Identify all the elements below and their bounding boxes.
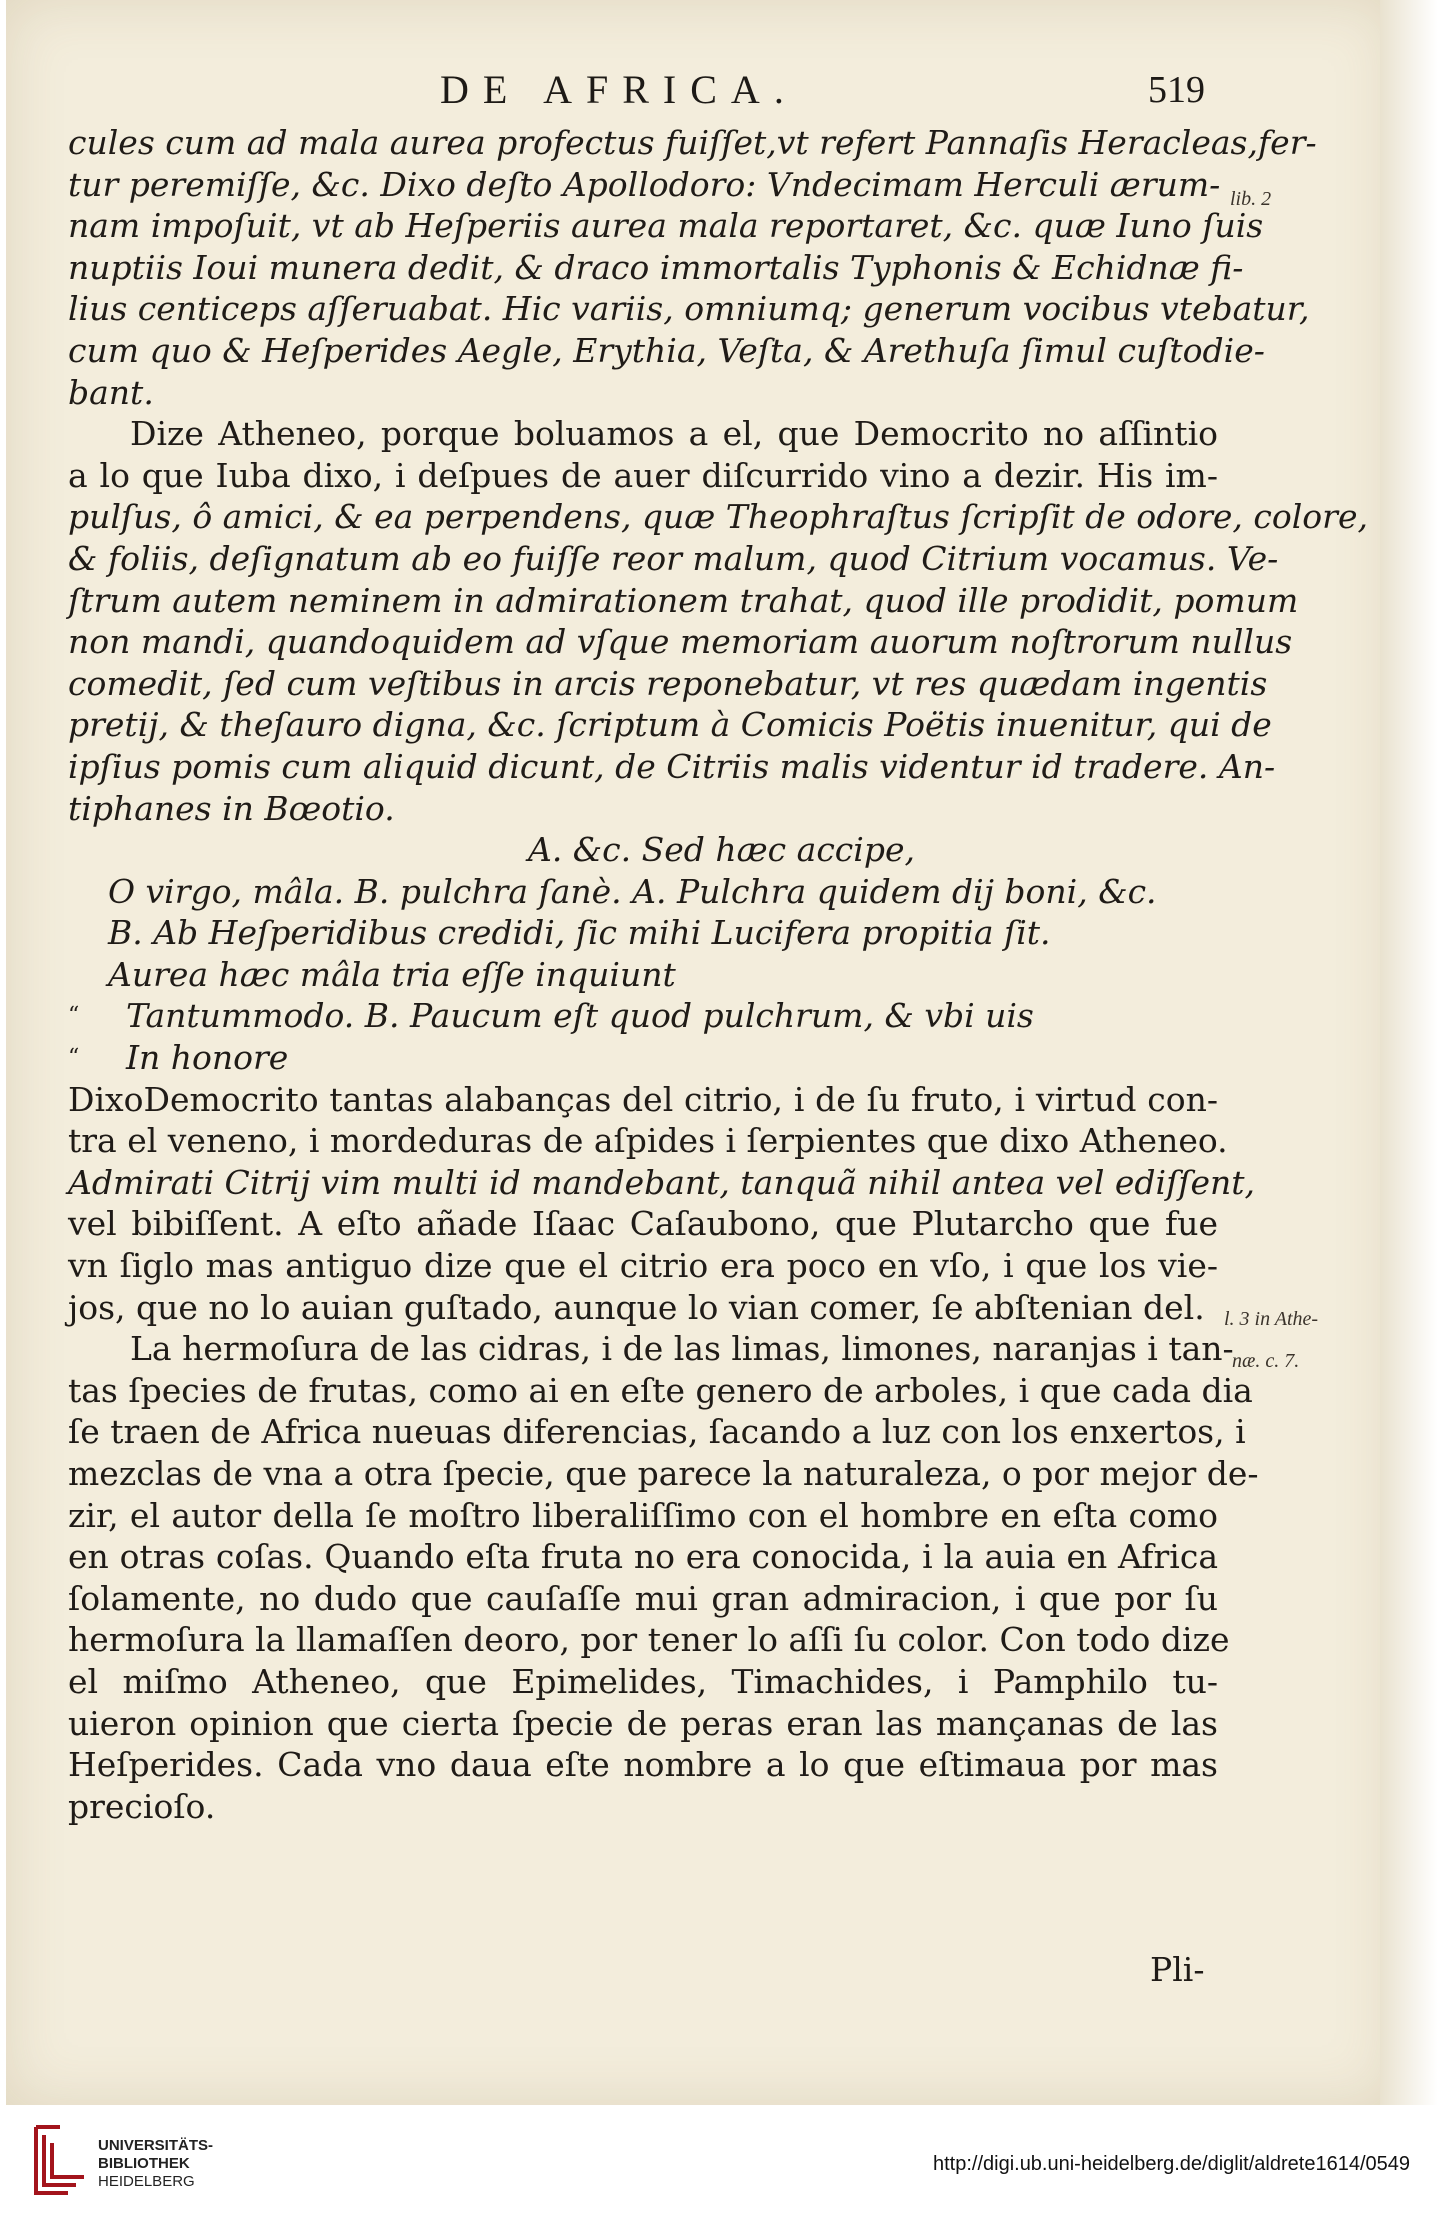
text-line: hermoſura la llamaſſen deoro, por tener lo aſſi ſu color. Con todo dize	[68, 1620, 1230, 1660]
text-line: en otras coſas. Quando eſta fruta no era conocida, i la auia en Africa	[68, 1537, 1218, 1577]
text-line: jos, que no lo auian guſtado, aunque lo vian comer, ſe abſtenian del.	[68, 1287, 1205, 1327]
text-line: non mandi, quandoquidem ad vſque memoriam auorum noſtrorum nullus	[68, 622, 1293, 662]
text-line: Heſperides. Cada vno daua eſte nombre a lo que eſtimaua por mas	[68, 1745, 1218, 1785]
text-line: comedit, ſed cum veſtibus in arcis reponebatur, vt res quædam ingentis	[68, 663, 1268, 703]
text-line: tiphanes in Bœotio.	[68, 788, 395, 828]
verse-line	[68, 912, 1218, 954]
text-line: La hermoſura de las cidras, i de las limas, limones, naranjas i tan-	[130, 1329, 1234, 1369]
verse-line	[68, 995, 1218, 1037]
verse-line	[68, 954, 1218, 996]
text-line: mezclas de vna a otra ſpecie, que parece la naturaleza, o por mejor de-	[68, 1454, 1259, 1493]
text-line: cules cum ad mala aurea profectus fuiſſet,vt refert Pannaſis Heracleas,fer-	[68, 123, 1317, 162]
verse-text: A. &c. Sed hæc accipe,	[528, 830, 915, 870]
text-line: tra el veneno, i mordeduras de aſpides i ſerpientes que dixo Atheneo.	[68, 1121, 1228, 1161]
text-line: nuptiis Ioui munera dedit, & draco immortalis Typhonis & Echidnæ fi-	[68, 247, 1244, 287]
text-line: vel bibiſſent. A eſto añade Iſaac Caſaubono, que Plutarcho que fue	[68, 1204, 1218, 1244]
verse-line	[68, 1037, 1218, 1079]
catchword: Pli-	[1150, 1950, 1205, 1989]
text-line: DixoDemocrito tantas alabanças del citrio, i de ſu fruto, i virtud con-	[68, 1079, 1218, 1119]
text-line: lius centiceps aſſeruabat. Hic variis, omniumq; generum vocibus vtebatur,	[68, 289, 1310, 329]
source-url[interactable]: http://digi.ub.uni-heidelberg.de/diglit/aldrete1614/0549	[932, 2153, 1410, 2175]
text-line: tas ſpecies de frutas, como ai en eſte genero de arboles, i que cada dia	[68, 1370, 1253, 1410]
text-line: Dize Atheneo, porque boluamos a el, que Democrito no aſſintio	[130, 414, 1218, 454]
text-line: Admirati Citrij vim multi id mandebant, tanquã nihil antea vel ediſſent,	[68, 1162, 1256, 1202]
verse-line	[68, 871, 1218, 913]
text-line: tur peremiſſe, &c. Dixo deſto Apollodoro: Vndecimam Herculi ærum-	[68, 164, 1221, 204]
text-line: precioſo.	[68, 1786, 216, 1826]
page-edge-shadow	[1380, 0, 1438, 2105]
text-line: uieron opinion que cierta ſpecie de peras eran las mançanas de las	[68, 1703, 1218, 1743]
text-line: ſtrum autem neminem in admirationem trahat, quod ille prodidit, pomum	[68, 580, 1299, 620]
running-title: DE AFRICA.	[440, 67, 798, 112]
verse-line	[68, 829, 1218, 871]
library-logo-icon	[28, 2123, 88, 2203]
verse-text: B. Ab Heſperidibus credidi, ſic mihi Lucifera propitia ſit.	[108, 913, 1051, 953]
verse-text: Aurea hæc mâla tria eſſe inquiunt	[108, 954, 676, 994]
text-line: el miſmo Atheneo, que Epimelides, Timachides, i Pamphilo tu-	[68, 1661, 1218, 1701]
library-name	[98, 2137, 213, 2191]
margin-note: l. 3 in Athe-	[1224, 1308, 1319, 1330]
margin-note: lib. 2	[1230, 188, 1272, 210]
quote-mark: “	[68, 1045, 80, 1071]
text-line: vn ſiglo mas antiguo dize que el citrio era poco en vſo, i que los vie-	[68, 1246, 1218, 1286]
text-line: cum quo & Heſperides Aegle, Erythia, Veſta, & Arethuſa ſimul cuſtodie-	[68, 330, 1265, 370]
verse-text: In honore	[126, 1038, 289, 1078]
library-name-line: BIBLIOTHEK	[98, 2155, 190, 2172]
text-line: nam impoſuit, vt ab Heſperiis aurea mala reportaret, &c. quæ Iuno ſuis	[68, 206, 1264, 246]
text-line: pulſus, ô amici, & ea perpendens, quæ Theophraſtus ſcripſit de odore, colore,	[68, 497, 1368, 537]
text-line: a lo que Iuba dixo, i deſpues de auer diſcurrido vino a dezir. His im-	[68, 455, 1218, 495]
page-number: 519	[1148, 69, 1205, 111]
verse-text: O virgo, mâla. B. pulchra ſanè. A. Pulchra quidem dij boni, &c.	[108, 871, 1157, 911]
text-line: ſolamente, no dudo que cauſaſſe mui gran admiracion, i que por ſu	[68, 1578, 1218, 1618]
library-name-line: HEIDELBERG	[98, 2173, 195, 2190]
verse-text: Tantummodo. B. Paucum eſt quod pulchrum, & vbi uis	[126, 996, 1034, 1036]
footer	[0, 2105, 1438, 2235]
page-header	[0, 66, 1438, 116]
library-name-line: UNIVERSITÄTS-	[98, 2137, 214, 2154]
text-line: pretij, & theſauro digna, &c. ſcriptum à Comicis Poëtis inuenitur, qui de	[68, 705, 1272, 745]
text-line: ipſius pomis cum aliquid dicunt, de Citriis malis videntur id tradere. An-	[68, 746, 1276, 786]
margin-note: næ. c. 7.	[1232, 1350, 1300, 1372]
text-line: zir, el autor della ſe moſtro liberaliſſimo con el hombre en eſta como	[68, 1495, 1218, 1535]
text-line: bant.	[68, 372, 154, 412]
quote-mark: “	[68, 1003, 80, 1029]
text-line: ſe traen de Africa nueuas diferencias, ſacando a luz con los enxertos, i	[68, 1412, 1246, 1452]
text-line: & foliis, deſignatum ab eo fuiſſe reor malum, quod Citrium vocamus. Ve-	[68, 538, 1279, 578]
